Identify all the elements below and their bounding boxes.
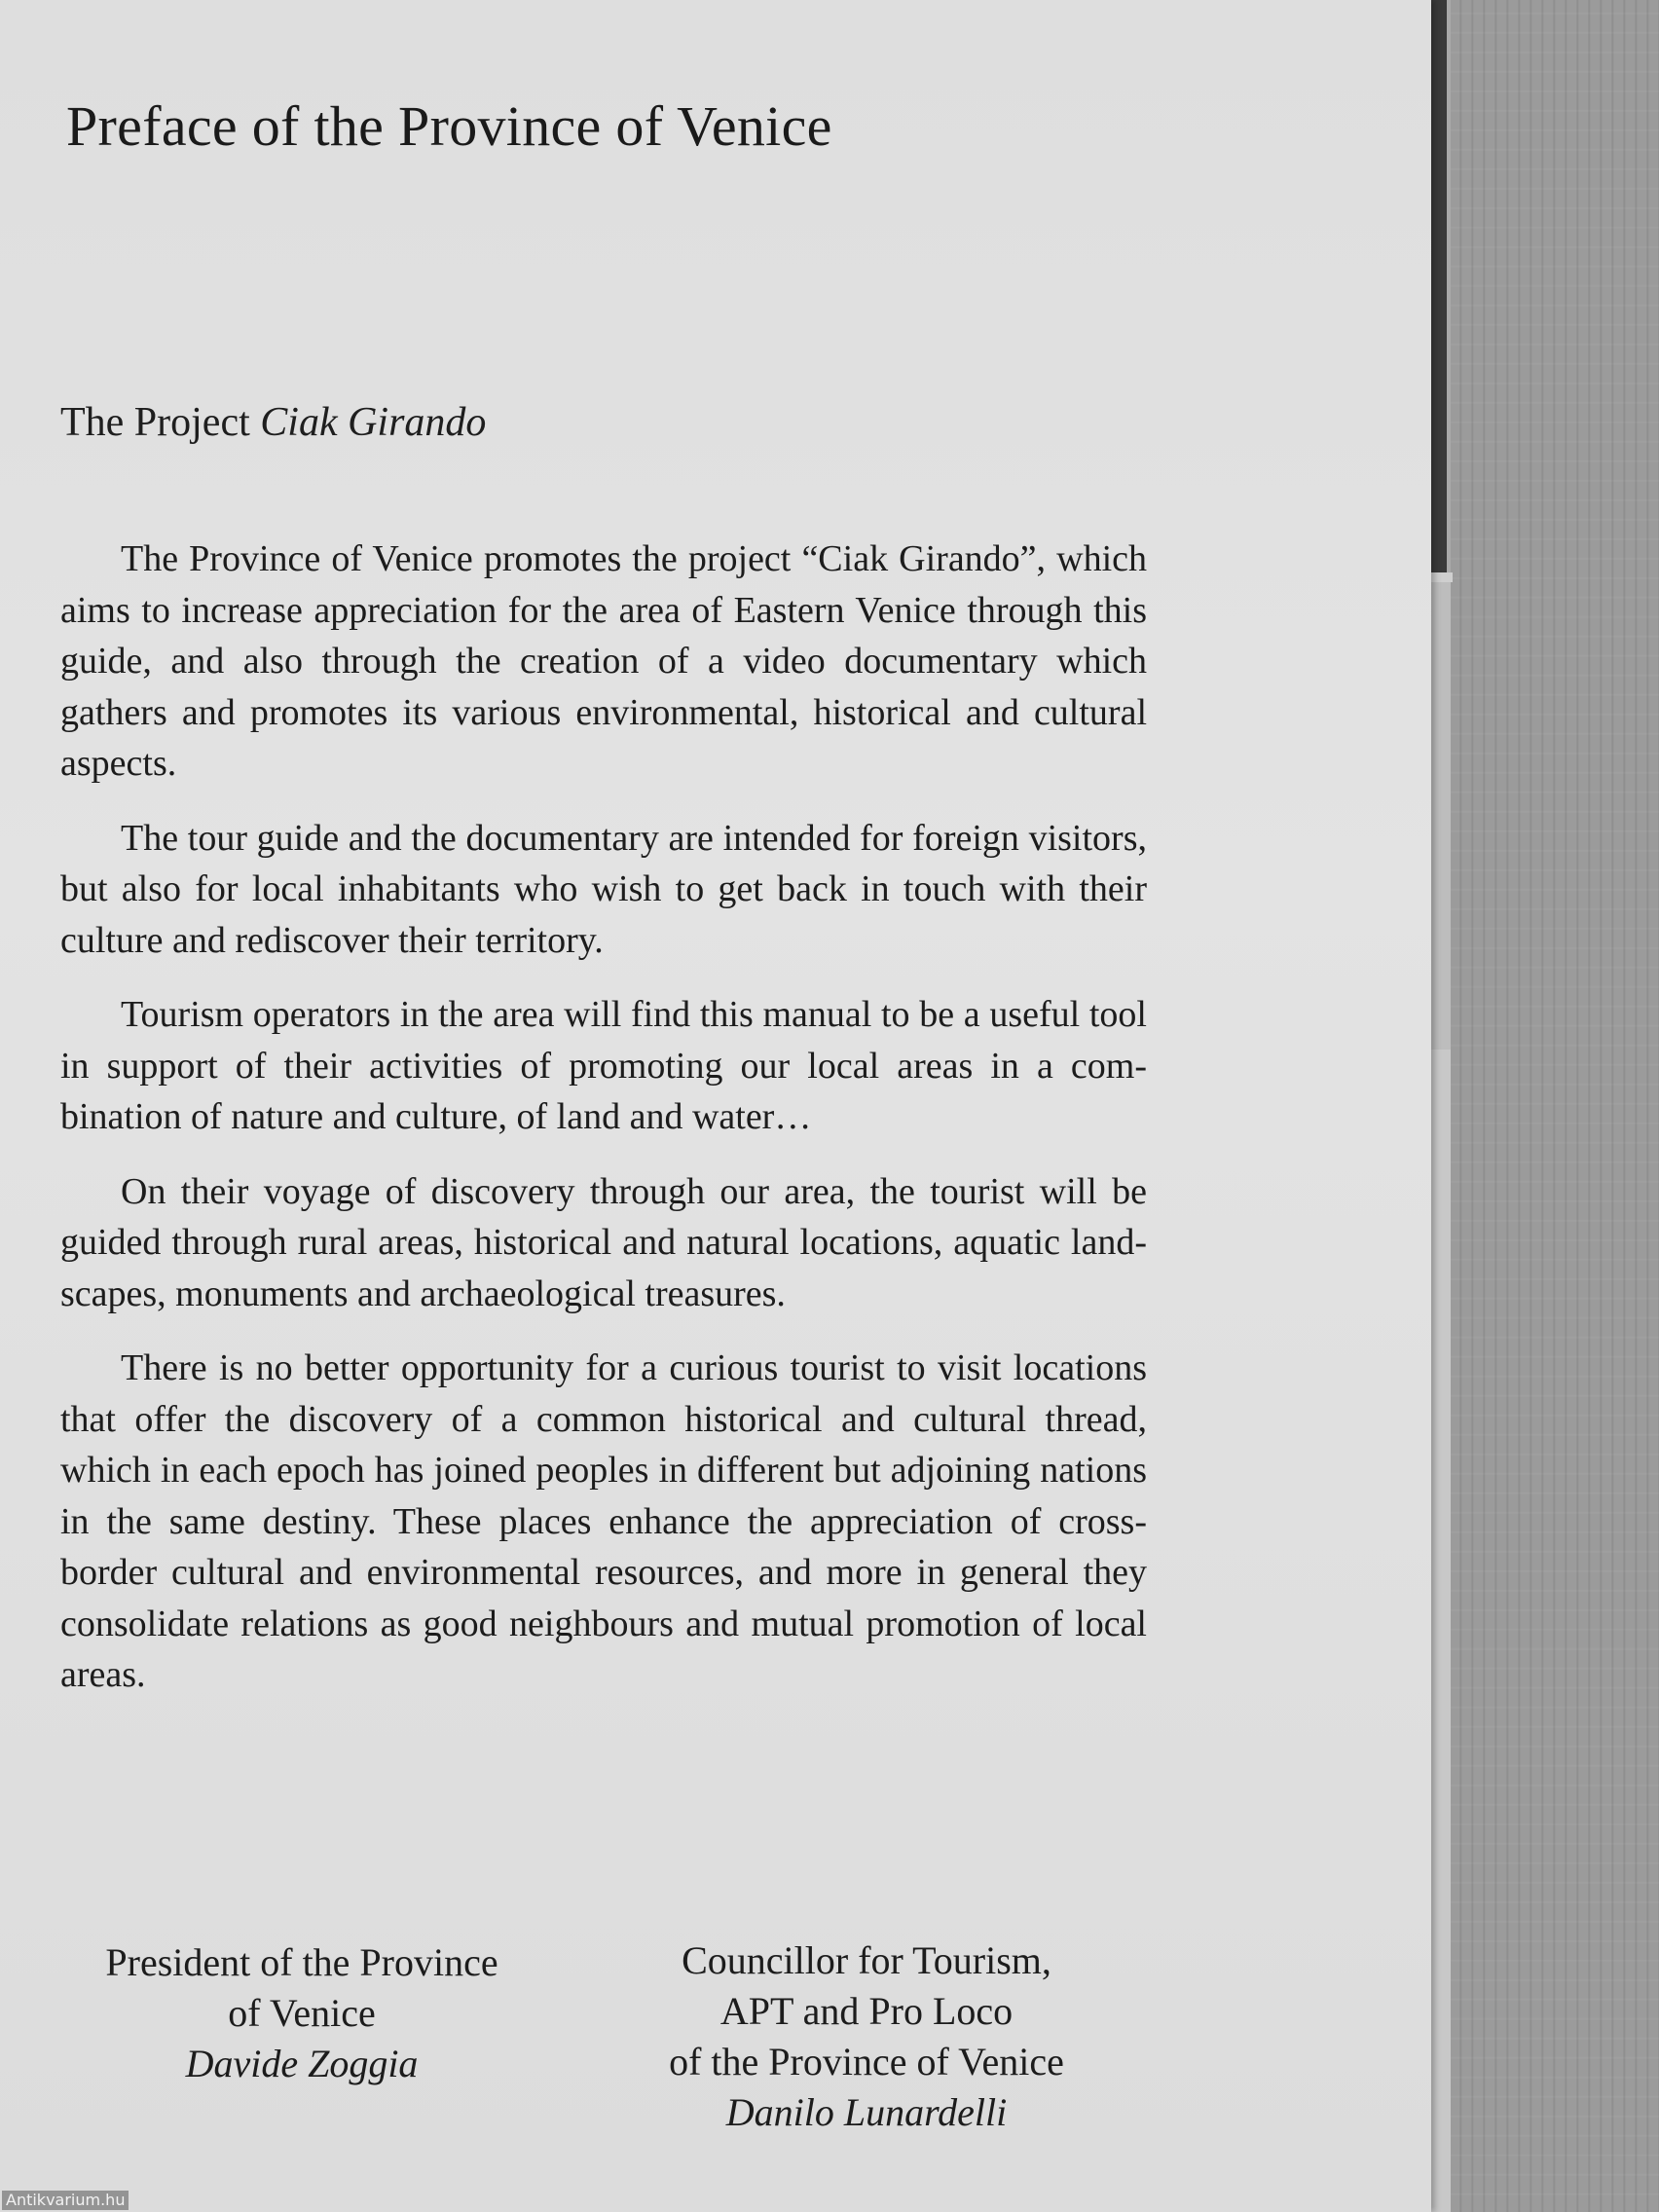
signature-councillor [618,1936,1115,2138]
signature-president-name: Davide Zoggia [185,2042,419,2085]
watermark-label: Antikvarium.hu [2,2191,129,2210]
section-heading [60,399,486,446]
signature-president-role-line2: of Venice [228,1991,376,2035]
signature-president [58,1937,545,2089]
paragraph-4: On their voyage of discovery through our area, the tourist will be guided through rural areas, historical and natural locations, aquatic landscapes, monuments and archaeological treasures. [60,1170,1147,1314]
signature-councillor-role-line2: APT and Pro Loco [719,1989,1014,2033]
section-heading-plain: The Project [60,400,250,445]
signature-president-role-line1: President of the Province [105,1940,498,1984]
signature-councillor-name: Danilo Lunardelli [725,2090,1008,2134]
page-title: Preface of the Province of Venice [66,94,832,158]
section-heading-project-name: Ciak Girando [260,400,487,445]
background-wall [1451,0,1659,2212]
signature-councillor-role-line1: Councillor for Tourism, [682,1938,1051,1982]
signature-councillor-role-line3: of the Province of Venice [669,2040,1064,2083]
paragraph-2: The tour guide and the documentary are intended for foreign visitors, but also for local inhabitants who wish to get back in touch with their culture and rediscover their territory. [60,817,1147,961]
paragraph-3: Tourism operators in the area will find this manual to be a useful tool in support of their activities of promoting our local areas in a combination of nature and culture, of land and water… [60,994,1147,1137]
body-text [60,534,1147,1724]
paragraph-5: There is no better opportunity for a curious tourist to visit locations that offer the discovery of a common historical and cultural thread, which in each epoch has joined peoples in different but adjoining nations in the same destiny. These places enhance the appreciation of cross-border cultural and environmental resources, and more in general they consolidate relations as good neighbours and mutual promotion of local areas. [60,1347,1147,1695]
paragraph-1: The Province of Venice promotes the project “Ciak Girando”, which aims to increase appreciation for the area of Eastern Venice through this guide, and also through the creation of a video documentary which gathers and promotes its various environmental, historical and cultural aspects. [60,538,1147,784]
